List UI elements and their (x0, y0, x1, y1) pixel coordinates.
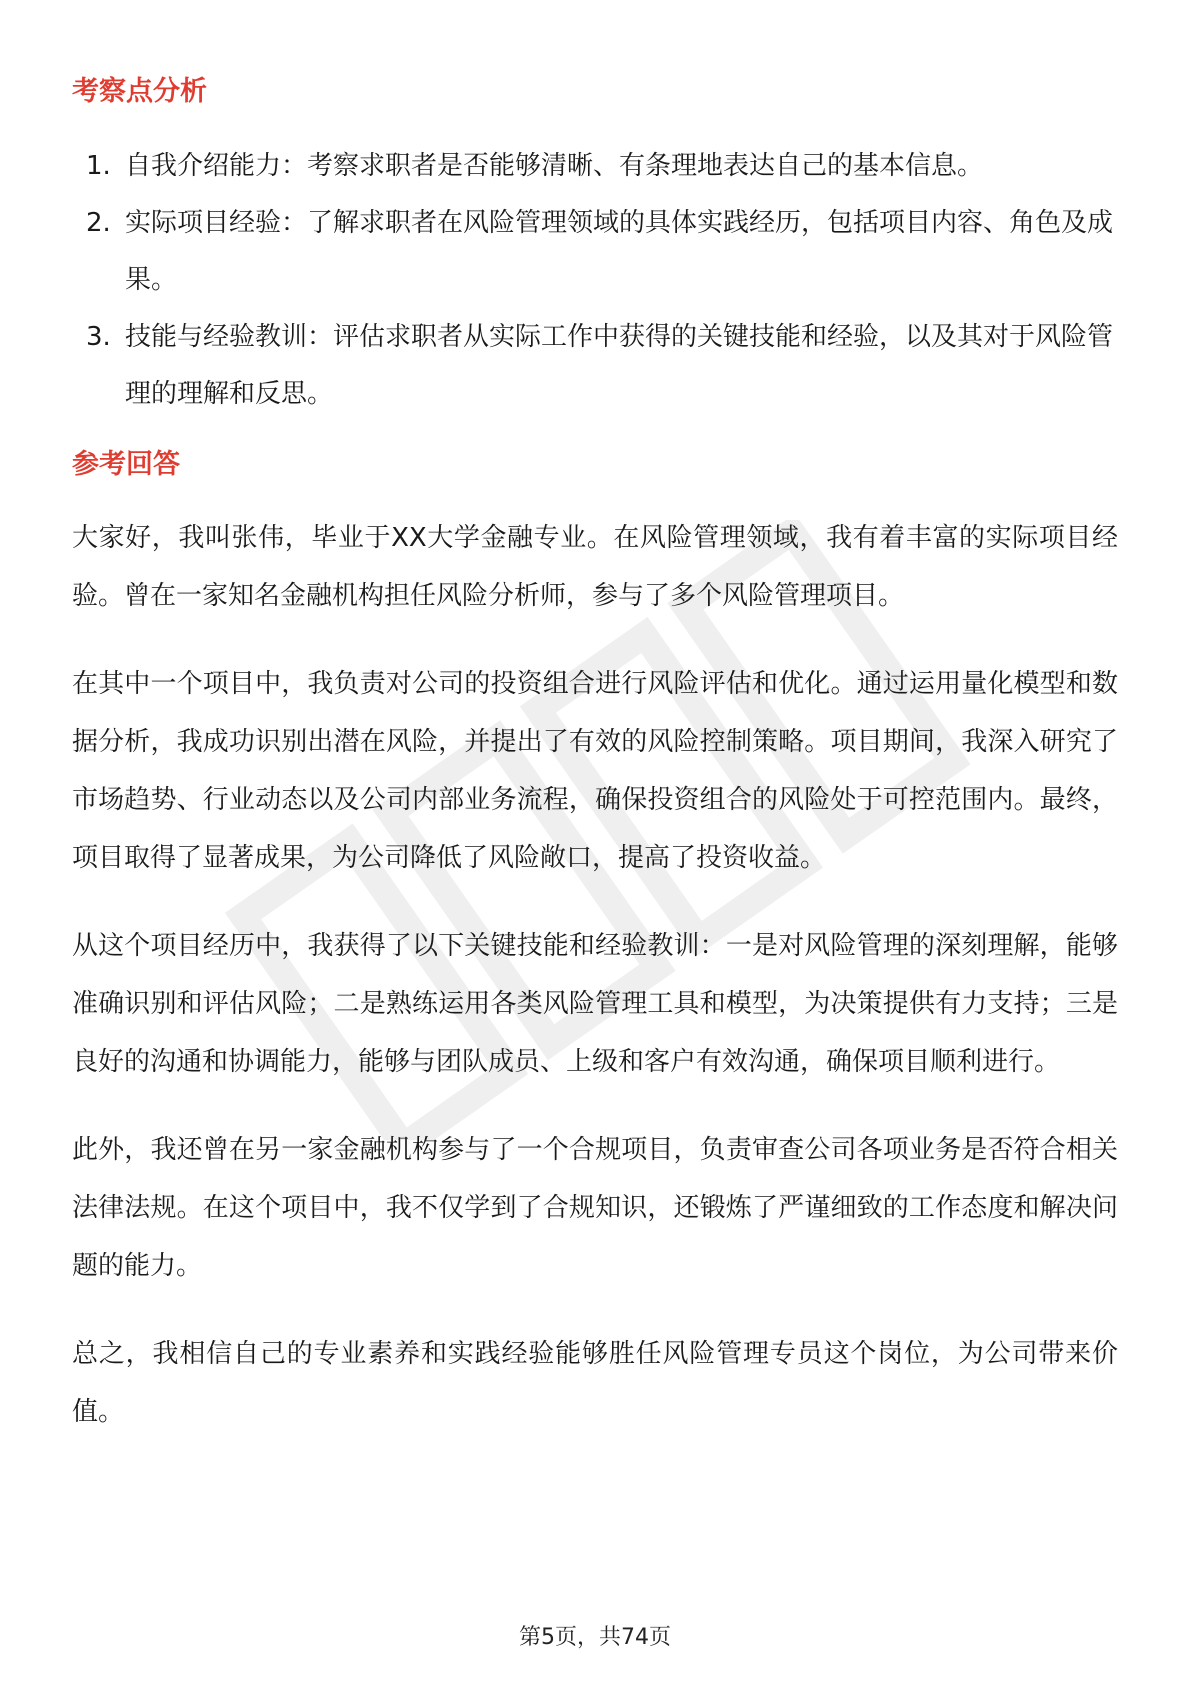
list-item-text: 实际项目经验：了解求职者在风险管理领域的具体实践经历，包括项目内容、角色及成果。 (125, 208, 1114, 295)
answer-paragraph: 在其中一个项目中，我负责对公司的投资组合进行风险评估和优化。通过运用量化模型和数据分析，我成功识别出潜在风险，并提出了有效的风险控制策略。项目期间，我深入研究了市场趋势、行业动态以及公司内部业务流程，确保投资组合的风险处于可控范围内。最终，项目取得了显著成果，为公司降低了风险敞口，提高了投资收益。 (72, 669, 1118, 873)
analysis-points-list (72, 138, 1118, 423)
answer-paragraph: 从这个项目经历中，我获得了以下关键技能和经验教训：一是对风险管理的深刻理解，能够准确识别和评估风险；二是熟练运用各类风险管理工具和模型，为决策提供有力支持；三是良好的沟通和协调能力，能够与团队成员、上级和客户有效沟通，确保项目顺利进行。 (72, 931, 1118, 1077)
page-number: 第5页，共74页 (519, 1625, 671, 1650)
list-item (72, 309, 1118, 423)
list-item (72, 138, 1118, 195)
list-item-text: 技能与经验教训：评估求职者从实际工作中获得的关键技能和经验，以及其对于风险管理的理解和反思。 (125, 322, 1114, 409)
page-footer (0, 1620, 1190, 1651)
page-content (72, 72, 1118, 1471)
list-item-number: 2. (86, 208, 111, 238)
list-item-text: 自我介绍能力：考察求职者是否能够清晰、有条理地表达自己的基本信息。 (125, 151, 984, 181)
answer-paragraph: 此外，我还曾在另一家金融机构参与了一个合规项目，负责审查公司各项业务是否符合相关法律法规。在这个项目中，我不仅学到了合规知识，还锻炼了严谨细致的工作态度和解决问题的能力。 (72, 1135, 1118, 1281)
answer-paragraph: 大家好，我叫张伟，毕业于XX大学金融专业。在风险管理领域，我有着丰富的实际项目经验。曾在一家知名金融机构担任风险分析师，参与了多个风险管理项目。 (72, 523, 1118, 611)
list-item-number: 1. (86, 151, 111, 181)
list-item (72, 195, 1118, 309)
list-item-number: 3. (86, 322, 111, 352)
analysis-section-title: 考察点分析 (72, 76, 207, 107)
answer-section-title: 参考回答 (72, 449, 180, 480)
answer-paragraph: 总之，我相信自己的专业素养和实践经验能够胜任风险管理专员这个岗位，为公司带来价值。 (72, 1339, 1118, 1427)
